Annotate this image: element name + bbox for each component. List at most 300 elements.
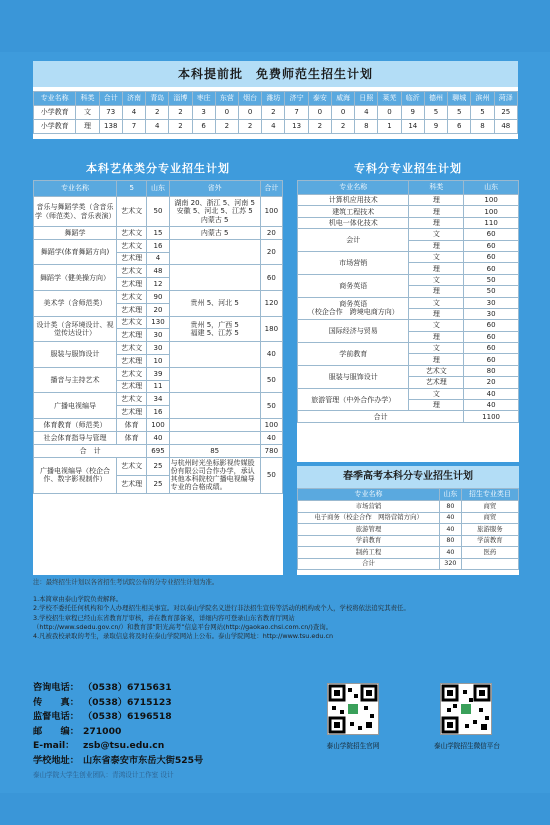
subject-category: 艺术理 [117,380,147,393]
table-cell: 小学教育 [34,106,76,120]
table-cell: 0 [215,106,238,120]
contact-label: E-mail： [33,740,75,752]
qr-icon [441,684,491,734]
major-name: 服装与服饰设计 [298,365,409,388]
subject-category: 艺术文 [117,197,147,227]
shandong-quota: 50 [147,197,169,227]
shandong-quota: 60 [464,263,519,274]
contact-value: 山东省泰安市东岳大街525号 [83,754,204,766]
shandong-quota: 20 [464,377,519,388]
contact-value: （0538）6196518 [83,711,172,723]
table-row [34,431,283,444]
subject-category: 艺术理 [117,252,147,265]
subject-category: 艺术文 [117,316,147,329]
out-of-province [169,342,260,368]
subject-category: 理 [409,206,464,217]
major-name: 商务英语 [298,274,409,297]
spring-table [297,488,519,570]
row-total: 180 [260,316,282,342]
table-cell: 3 [192,106,215,120]
table-cell: 13 [285,120,308,134]
shandong-quota: 60 [464,229,519,240]
major-name: 旅游管理（中外合作办学） [298,388,409,411]
subject-category: 艺术文 [409,365,464,376]
note-line: （http://www.sdedu.gov.cn/）和教育部“阳光高考”信息平台网站(http://gaokao.chsi.com.cn/)查询。 [33,622,333,631]
table-cell: 9 [424,120,447,134]
shandong-quota: 40 [464,400,519,411]
column-header: 滨州 [471,92,494,106]
shandong-quota: 90 [147,290,169,303]
header-row [34,181,283,197]
sum-total: 780 [260,444,282,457]
major-name: 舞蹈学（健美操方向） [34,265,117,291]
out-of-province [169,431,260,444]
art-table-title: 本科艺体类分专业招生计划 [86,162,230,175]
subject-category: 艺术文 [117,342,147,355]
table-cell: 医药 [461,547,518,559]
subject-category: 艺术理 [117,354,147,367]
table-cell: 320 [440,558,462,570]
art-card [33,180,283,575]
major-name: 会计 [298,229,409,252]
shandong-quota: 30 [464,297,519,308]
table-cell: 理 [76,120,99,134]
table-cell: 2 [239,120,262,134]
contact-line [33,681,203,696]
shandong-quota: 60 [464,354,519,365]
table-cell: 旅游管理 [298,524,440,536]
coop-major-name: 广播电视编导（校企合作、数字影视制作） [34,457,117,493]
sum-out: 85 [169,444,260,457]
column-header: 烟台 [239,92,262,106]
out-of-province [169,265,260,291]
table-cell: 73 [99,106,122,120]
major-name: 计算机应用技术 [298,195,409,206]
table-cell: 文 [76,106,99,120]
column-header: 5 [117,181,147,197]
table-row [298,320,519,331]
column-header: 德州 [424,92,447,106]
subject-category: 理 [409,195,464,206]
subject-category: 体育 [117,418,147,431]
contact-label: 邮 编： [33,725,79,737]
column-header: 山东 [147,181,169,197]
column-header: 枣庄 [192,92,215,106]
subject-category: 艺术理 [117,303,147,316]
table-cell: 80 [440,501,462,513]
row-total: 60 [260,265,282,291]
contact-label: 传 真： [33,696,79,708]
column-header: 专业名称 [298,489,440,501]
subject-category: 文 [409,343,464,354]
out-of-province: 内蒙古 5 [169,227,260,240]
subject-category: 文 [409,229,464,240]
contact-value: （0538）6715123 [83,696,172,708]
note-line: 2.学校不委托任何机构和个人办理招生相关事宜。对以泰山学院名义进行非法招生宣传等活动的机构或个人，学校将依法追究其责任。 [33,604,410,613]
shandong-quota: 100 [464,206,519,217]
table-row [298,388,519,399]
major-name: 服装与服饰设计 [34,342,117,368]
shandong-quota: 80 [464,365,519,376]
table-row [298,535,519,547]
table-cell: 2 [169,106,192,120]
table-cell: 4 [122,106,145,120]
contact-label: 咨询电话： [33,682,79,693]
subject-category: 艺术理 [117,475,147,493]
header-row [34,92,518,106]
spec-table [297,180,519,423]
out-of-province [169,239,260,265]
table-cell: 48 [494,120,517,134]
table-cell: 9 [401,106,424,120]
contact-line [33,739,203,754]
table-cell: 旅游服务 [461,524,518,536]
contact-label: 监督电话： [33,711,79,723]
qr-code-wechat[interactable] [440,683,492,735]
coop-note: 与杭州时光坐标影视传媒股份有限公司合作办学，承认其他本科院校广播电视编导专业的合格成绩。 [169,457,260,493]
sum-row [298,411,519,423]
major-name: 市场营销 [298,251,409,274]
subject-category: 艺术文 [117,393,147,406]
subject-category: 文 [409,320,464,331]
subject-category: 理 [409,400,464,411]
column-header: 淄博 [169,92,192,106]
table-row [34,120,518,134]
row-total: 100 [260,418,282,431]
qr-code-website[interactable] [327,683,379,735]
shandong-quota: 30 [464,308,519,319]
table-cell: 0 [308,106,331,120]
table-cell: 商贸 [461,501,518,513]
out-of-province: 贵州 5、河北 5 [169,290,260,316]
major-name: 国际经济与贸易 [298,320,409,343]
table-row [34,457,283,475]
subject-category: 理 [409,217,464,228]
major-name: 商务英语 （校企合作 跨境电商方向） [298,297,409,320]
subject-category: 艺术理 [409,377,464,388]
column-header: 专业名称 [34,92,76,106]
subject-category: 文 [409,388,464,399]
major-name: 广播电视编导 [34,393,117,419]
shandong-quota: 15 [147,227,169,240]
plan-footnote: 注：最终招生计划以各省招生考试院公布的分专业招生计划为准。 [33,578,219,586]
table-cell [461,558,518,570]
shandong-quota: 39 [147,367,169,380]
column-header: 泰安 [308,92,331,106]
shandong-quota: 12 [147,278,169,291]
contact-value: 271000 [83,725,122,737]
row-total: 50 [260,457,282,493]
subject-category: 体育 [117,431,147,444]
shandong-quota: 16 [147,239,169,252]
table-row [298,501,519,513]
out-of-province: 贵州 5，广西 5 福建 5、江苏 5 [169,316,260,342]
shandong-quota: 60 [464,251,519,262]
header-row [298,181,519,195]
shandong-quota: 130 [147,316,169,329]
shandong-quota: 60 [464,331,519,342]
table-row [298,512,519,524]
out-of-province [169,367,260,393]
table-cell: 商贸 [461,512,518,524]
shandong-quota: 25 [147,457,169,475]
shandong-quota: 40 [147,431,169,444]
subject-category: 艺术文 [117,457,147,475]
row-total: 100 [260,197,282,227]
subject-category: 理 [409,331,464,342]
table-cell: 4 [146,120,169,134]
header-row [298,489,519,501]
shandong-quota: 48 [147,265,169,278]
table-cell: 2 [331,120,354,134]
column-header: 青岛 [146,92,169,106]
qr-wechat-caption: 泰山学院招生微信平台 [434,742,500,750]
qr-website-caption: 泰山学院招生官网 [326,742,380,750]
qr-icon [328,684,378,734]
major-name: 播音与主持艺术 [34,367,117,393]
note-line: 3.学校招生章程已经山东省教育厅审核，并在教育部备案，详细内容可登录山东省教育厅网站 [33,613,295,622]
column-header: 省外 [169,181,260,197]
table-cell: 2 [308,120,331,134]
table-row [298,547,519,559]
table-row [34,197,283,227]
table-cell: 40 [440,524,462,536]
table-row [298,251,519,262]
column-header: 合计 [260,181,282,197]
subject-category: 艺术文 [117,227,147,240]
table-cell: 学前教育 [461,535,518,547]
free-teacher-table [33,91,518,134]
shandong-quota: 50 [464,286,519,297]
table-cell: 80 [440,535,462,547]
major-name: 舞蹈学 [34,227,117,240]
column-header: 山东 [464,181,519,195]
major-name: 建筑工程技术 [298,206,409,217]
column-header: 临沂 [401,92,424,106]
column-header: 潍坊 [262,92,285,106]
subject-category: 理 [409,286,464,297]
table-cell: 138 [99,120,122,134]
subject-category: 艺术理 [117,278,147,291]
subject-category: 艺术理 [117,329,147,342]
major-name: 美术学（含师范类） [34,290,117,316]
column-header: 威海 [331,92,354,106]
note-line: 1.本简章由泰山学院负责解释。 [33,595,123,603]
column-header: 菏泽 [494,92,517,106]
column-header: 专业名称 [298,181,409,195]
table-cell: 40 [440,512,462,524]
table-cell: 市场营销 [298,501,440,513]
table-cell: 合计 [298,558,440,570]
contact-line [33,710,203,725]
table-cell: 8 [355,120,378,134]
table-cell: 8 [471,120,494,134]
shandong-quota: 40 [464,388,519,399]
column-header: 东营 [215,92,238,106]
row-total: 120 [260,290,282,316]
shandong-quota: 100 [464,195,519,206]
subject-category: 理 [409,354,464,365]
table-row [34,265,283,278]
row-total: 20 [260,227,282,240]
major-name: 音乐与舞蹈学类（含音乐学（师范类）、音乐表演） [34,197,117,227]
table-cell: 0 [239,106,262,120]
table-cell: 4 [262,120,285,134]
column-header: 科类 [409,181,464,195]
table-row [34,367,283,380]
row-total: 40 [260,431,282,444]
spring-card [297,466,519,575]
table-cell: 5 [448,106,471,120]
column-header: 济南 [122,92,145,106]
column-header: 专业名称 [34,181,117,197]
table-cell: 14 [401,120,424,134]
column-header: 莱芜 [378,92,401,106]
shandong-quota: 30 [147,342,169,355]
table-row [298,274,519,285]
table-cell: 2 [215,120,238,134]
free-teacher-title: 本科提前批 免费师范生招生计划 [33,61,518,87]
major-name: 机电一体化技术 [298,217,409,228]
table-row [298,229,519,240]
free-teacher-card [33,61,518,139]
table-cell: 7 [122,120,145,134]
out-of-province: 湖南 20、浙江 5、河南 5 安徽 5、河北 5、江苏 5 内蒙古 5 [169,197,260,227]
shandong-quota: 60 [464,320,519,331]
major-name: 舞蹈学(体育舞蹈方向) [34,239,117,265]
table-row [298,524,519,536]
contact-value: （0538）6715631 [83,682,172,693]
column-header: 聊城 [448,92,471,106]
column-header: 合计 [99,92,122,106]
table-cell: 4 [355,106,378,120]
table-cell: 40 [440,547,462,559]
shandong-quota: 20 [147,303,169,316]
subject-category: 艺术理 [117,406,147,419]
column-header: 科类 [76,92,99,106]
contact-line [33,754,203,769]
contact-label: 学校地址： [33,754,79,766]
major-name: 社会体育指导与管理 [34,431,117,444]
shandong-quota: 60 [464,343,519,354]
top-band [0,0,550,52]
row-total: 40 [260,342,282,368]
shandong-quota: 110 [464,217,519,228]
table-cell: 小学教育 [34,120,76,134]
shandong-quota: 25 [147,475,169,493]
subject-category: 艺术文 [117,290,147,303]
table-cell: 6 [448,120,471,134]
table-row [34,227,283,240]
table-row [34,290,283,303]
table-row [298,365,519,376]
table-row [34,239,283,252]
shandong-quota: 30 [147,329,169,342]
major-name: 体育教育（师范类） [34,418,117,431]
column-header: 日照 [355,92,378,106]
spec-table-title: 专科分专业招生计划 [354,162,462,175]
subject-category: 理 [409,263,464,274]
table-cell: 电子商务（校企合作 网络营销方向） [298,512,440,524]
contact-value: zsb@tsu.edu.cn [83,740,165,752]
shandong-quota: 11 [147,380,169,393]
major-name: 设计类（含环境设计、视觉传达设计） [34,316,117,342]
shandong-quota: 34 [147,393,169,406]
table-cell: 25 [494,106,517,120]
sum-shandong: 695 [147,444,169,457]
table-row [298,195,519,206]
bottom-band [0,793,550,825]
subject-category: 文 [409,274,464,285]
subject-category: 理 [409,240,464,251]
major-name: 学前教育 [298,343,409,366]
column-header: 济宁 [285,92,308,106]
shandong-quota: 10 [147,354,169,367]
row-total: 50 [260,367,282,393]
note-line: 4.凡被我校录取的考生，录取信息将及时在泰山学院网站上公布。泰山学院网址：http://www.tsu.edu.cn [33,632,334,641]
table-row [298,343,519,354]
table-cell: 2 [262,106,285,120]
row-total: 50 [260,393,282,419]
table-cell: 6 [192,120,215,134]
table-row [298,206,519,217]
contact-info [33,681,203,769]
column-header: 招生专业类目 [461,489,518,501]
sum-row [34,444,283,457]
subject-category: 艺术文 [117,367,147,380]
table-row [298,297,519,308]
shandong-quota: 16 [147,406,169,419]
table-row [34,106,518,120]
column-header: 山东 [440,489,462,501]
sum-label: 合 计 [34,444,147,457]
table-cell: 2 [146,106,169,120]
subject-category: 文 [409,251,464,262]
table-row [34,393,283,406]
shandong-quota: 4 [147,252,169,265]
table-row [298,558,519,570]
table-cell: 7 [285,106,308,120]
contact-line [33,696,203,711]
subject-category: 理 [409,308,464,319]
out-of-province [169,418,260,431]
contact-line [33,725,203,740]
table-cell: 0 [378,106,401,120]
art-table [33,180,283,494]
table-row [34,316,283,329]
sum-value: 1100 [464,411,519,423]
subject-category: 文 [409,297,464,308]
row-total: 20 [260,239,282,265]
out-of-province [169,393,260,419]
shandong-quota: 100 [147,418,169,431]
table-cell: 5 [424,106,447,120]
spring-table-title: 春季高考本科分专业招生计划 [297,466,519,488]
footer-credit: 泰山学院大学生创业团队：青鸿设计工作室 设计 [33,771,174,779]
table-cell: 1 [378,120,401,134]
sum-label: 合计 [298,411,464,423]
shandong-quota: 50 [464,274,519,285]
table-row [298,217,519,228]
table-cell: 学前教育 [298,535,440,547]
table-row [34,342,283,355]
table-cell: 制药工程 [298,547,440,559]
table-row [34,418,283,431]
table-cell: 5 [471,106,494,120]
subject-category: 艺术文 [117,265,147,278]
table-cell: 2 [169,120,192,134]
notes [33,595,518,641]
